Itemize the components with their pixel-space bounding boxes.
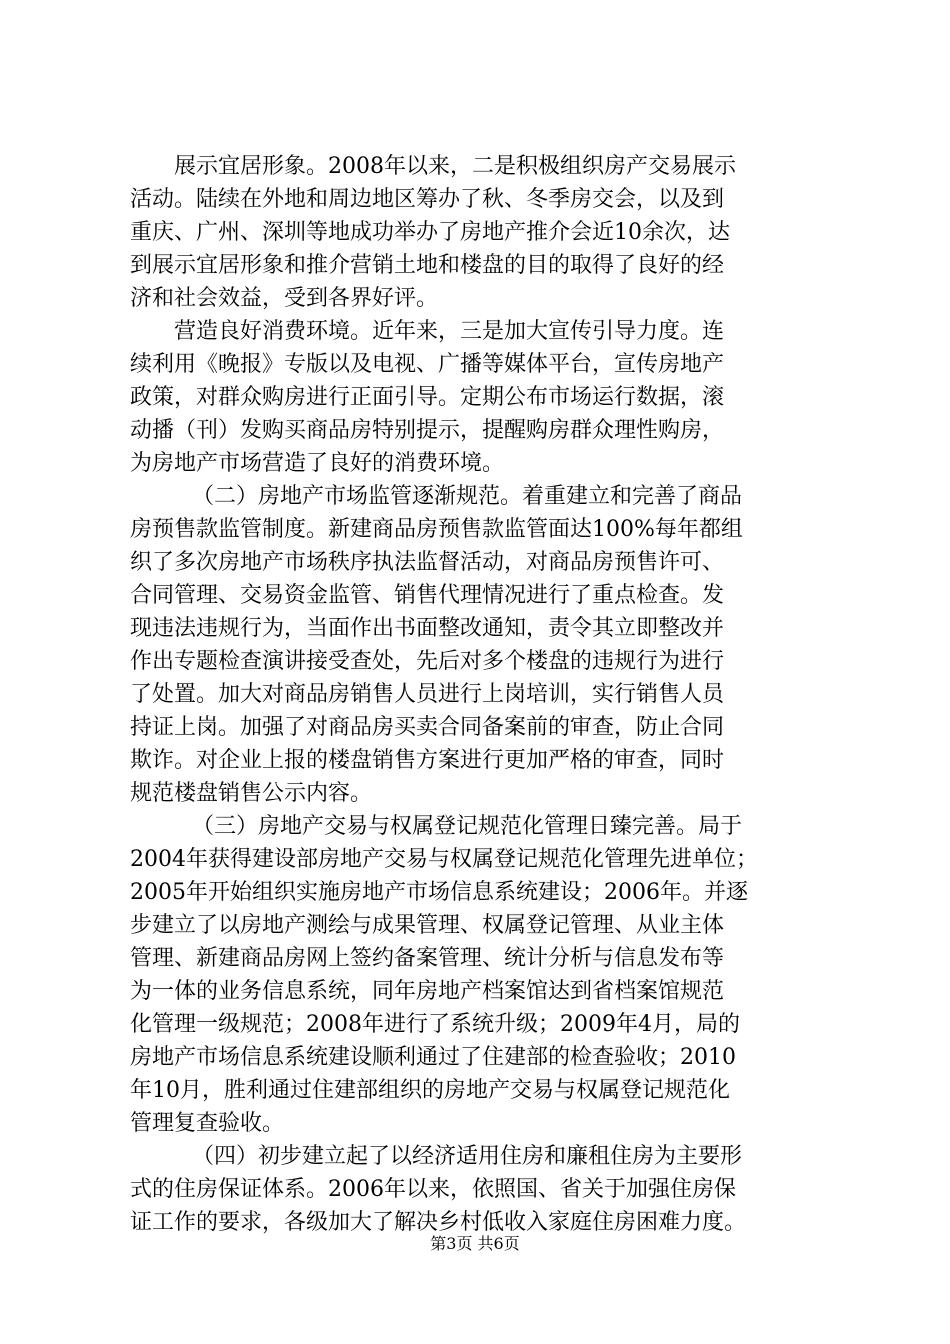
text-line: 管理、新建商品房网上签约备案管理、统计分析与信息发布等 (130, 946, 725, 971)
text-line: 房预售款监管制度。新建商品房预售款监管面达100%每年都组 (130, 517, 743, 542)
text-line: 合同管理、交易资金监管、销售代理情况进行了重点检查。发 (130, 583, 725, 608)
text-line: 为房地产市场营造了良好的消费环境。 (130, 451, 505, 476)
text-line: 现违法违规行为，当面作出书面整改通知，责令其立即整改并 (130, 616, 725, 641)
text-line: （二）房地产市场监管逐渐规范。着重建立和完善了商品 (192, 484, 743, 509)
text-line: 作出专题检查演讲接受查处，先后对多个楼盘的违规行为进行 (130, 649, 725, 674)
text-line: 展示宜居形象。2008年以来，二是积极组织房产交易展示 (174, 154, 736, 179)
text-line: 房地产市场信息系统建设顺利通过了住建部的检查验收；2010 (130, 1045, 736, 1070)
page-number-label: 第3页 共6页 (430, 1234, 520, 1253)
text-line: 织了多次房地产市场秩序执法监督活动，对商品房预售许可、 (130, 550, 725, 575)
text-line: 式的住房保证体系。2006年以来，依照国、省关于加强住房保 (130, 1177, 736, 1202)
text-line: （三）房地产交易与权属登记规范化管理日臻完善。局于 (192, 814, 743, 839)
text-line: （四）初步建立起了以经济适用住房和廉租住房为主要形 (192, 1144, 743, 1169)
text-line: 年10月，胜利通过住建部组织的房地产交易与权属登记规范化 (130, 1078, 730, 1103)
text-line: 续利用《晚报》专版以及电视、广播等媒体平台，宣传房地产 (130, 352, 725, 377)
text-line: 济和社会效益，受到各界好评。 (130, 286, 439, 311)
text-line: 活动。陆续在外地和周边地区筹办了秋、冬季房交会，以及到 (130, 187, 725, 212)
text-line: 重庆、广州、深圳等地成功举办了房地产推介会近10余次，达 (130, 220, 730, 245)
text-line: 管理复查验收。 (130, 1111, 285, 1136)
text-line: 欺诈。对企业上报的楼盘销售方案进行更加严格的审查，同时 (130, 748, 725, 773)
text-line: 规范楼盘销售公示内容。 (130, 781, 373, 806)
text-line: 政策，对群众购房进行正面引导。定期公布市场运行数据，滚 (130, 385, 725, 410)
text-line: 持证上岗。加强了对商品房买卖合同备案前的审查，防止合同 (130, 715, 725, 740)
text-line: 证工作的要求，各级加大了解决乡村低收入家庭住房困难力度。 (130, 1210, 747, 1235)
text-line: 2004年获得建设部房地产交易与权属登记规范化管理先进单位； (130, 847, 758, 872)
text-line: 了处置。加大对商品房销售人员进行上岗培训，实行销售人员 (130, 682, 725, 707)
text-line: 到展示宜居形象和推介营销土地和楼盘的目的取得了良好的经 (130, 253, 725, 278)
text-line: 化管理一级规范；2008年进行了系统升级；2009年4月，局的 (130, 1012, 740, 1037)
text-line: 营造良好消费环境。近年来，三是加大宣传引导力度。连 (174, 319, 725, 344)
body-text (130, 150, 830, 1239)
page-footer (0, 1233, 950, 1255)
text-line: 动播（刊）发购买商品房特别提示，提醒购房群众理性购房， (130, 418, 725, 443)
text-line: 为一体的业务信息系统，同年房地产档案馆达到省档案馆规范 (130, 979, 725, 1004)
text-line: 2005年开始组织实施房地产市场信息系统建设；2006年。并逐 (130, 880, 748, 905)
text-line: 步建立了以房地产测绘与成果管理、权属登记管理、从业主体 (130, 913, 725, 938)
